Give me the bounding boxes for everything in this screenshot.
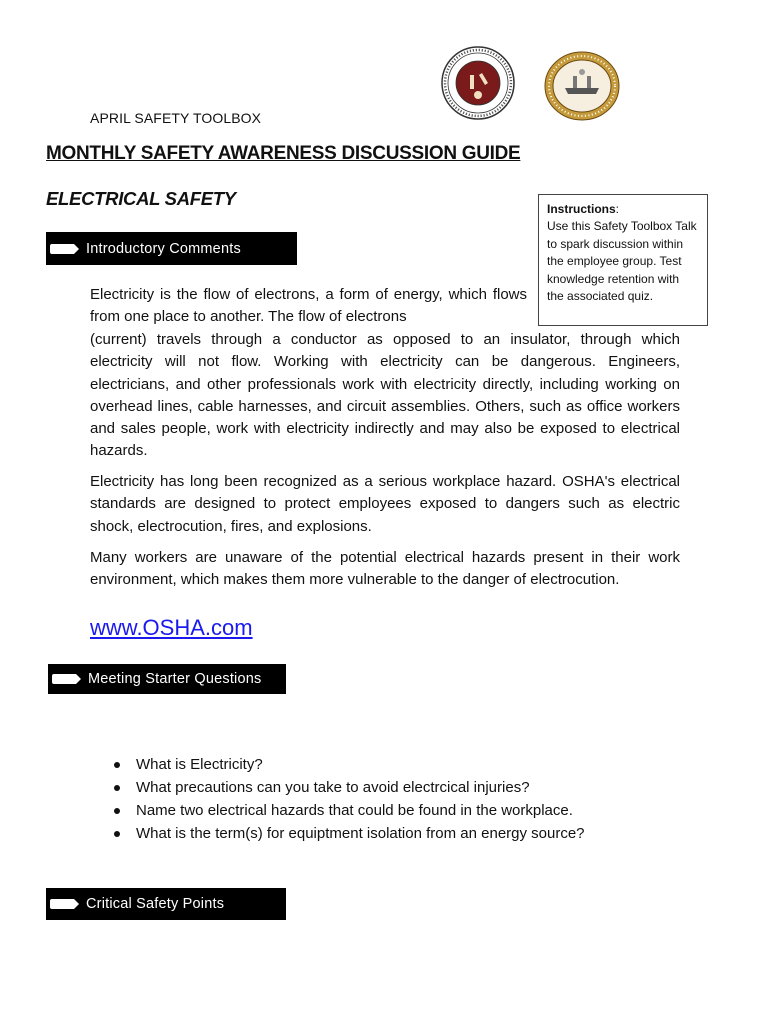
list-item: What is the term(s) for equiptment isolation from an energy source? xyxy=(110,822,585,845)
arrow-right-icon xyxy=(50,243,80,255)
questions-list xyxy=(110,753,585,845)
document-label: APRIL SAFETY TOOLBOX xyxy=(90,110,262,126)
list-item: Name two electrical hazards that could be found in the workplace. xyxy=(110,799,585,822)
intro-paragraph-1-start: Electricity is the flow of electrons, a form of energy, which flows from one place to another. The flow of electrons xyxy=(90,286,527,326)
section-header-label: Meeting Starter Questions xyxy=(88,671,262,687)
list-item: What is Electricity? xyxy=(110,753,585,776)
intro-paragraph-1-rest: (current) travels through a conductor as opposed to an insulator, through which electricity will not flow. Working with electricity can be dangerous. Engineers, electricians, and other professionals work with electricity directly, including working on overhead lines, cable harnesses, and circuit assemblies. Others, such as office workers and sales people, work with electricity indirectly and may also be exposed to electrical hazards. xyxy=(90,331,680,460)
section-header-introductory xyxy=(46,232,297,265)
topic-title: ELECTRICAL SAFETY xyxy=(46,188,236,209)
section-header-questions xyxy=(48,664,286,694)
safety-committee-seal xyxy=(440,45,516,121)
arrow-right-icon xyxy=(50,898,80,910)
page-title: MONTHLY SAFETY AWARENESS DISCUSSION GUIDE xyxy=(46,143,521,164)
section-header-critical xyxy=(46,888,286,920)
section-header-label: Critical Safety Points xyxy=(86,896,225,912)
instructions-colon: : xyxy=(615,202,620,216)
city-seal xyxy=(543,50,621,122)
osha-link[interactable]: www.OSHA.com xyxy=(90,615,253,640)
instructions-box xyxy=(538,194,708,326)
section-header-label: Introductory Comments xyxy=(86,240,241,257)
instructions-heading: Instructions xyxy=(547,202,616,216)
instructions-text: Use this Safety Toolbox Talk to spark discussion within the employee group. Test knowledge retention with the associated quiz. xyxy=(547,219,697,304)
arrow-right-icon xyxy=(52,673,82,685)
list-item: What precautions can you take to avoid electrcical injuries? xyxy=(110,776,585,799)
intro-paragraph-3: Many workers are unaware of the potential electrical hazards present in their work environment, which makes them more vulnerable to the danger of electrocution. xyxy=(90,549,680,589)
intro-paragraph-2: Electricity has long been recognized as a serious workplace hazard. OSHA's electrical standards are designed to protect employees exposed to dangers such as electric shock, electrocution, fires, and explosions. xyxy=(90,473,680,535)
